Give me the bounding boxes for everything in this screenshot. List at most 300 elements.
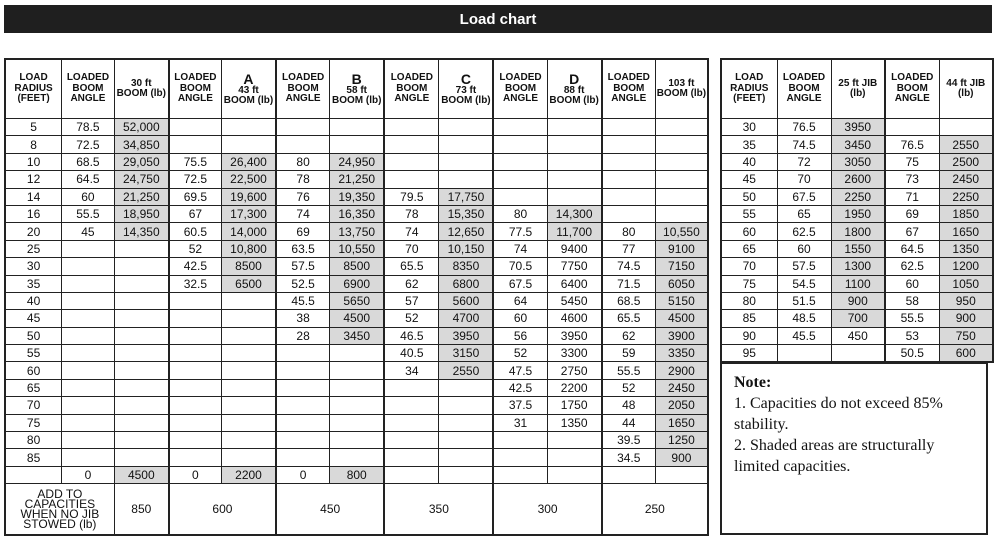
footer-value: 850 xyxy=(114,484,169,536)
table-cell: 45 xyxy=(5,310,62,327)
table-cell: 8350 xyxy=(439,258,494,275)
table-cell: 70 xyxy=(5,397,62,414)
table-cell: 6050 xyxy=(655,275,708,292)
table-cell xyxy=(384,379,439,396)
table-row xyxy=(721,119,993,136)
table-cell xyxy=(62,397,115,414)
jib-header-text-4: 44 ft JIB (lb) xyxy=(946,77,986,99)
table-cell xyxy=(169,310,222,327)
main-header-2 xyxy=(114,59,169,119)
table-cell: 60.5 xyxy=(169,223,222,240)
table-cell: 71.5 xyxy=(602,275,656,292)
table-cell: 35 xyxy=(721,136,777,153)
main-header-10 xyxy=(547,59,602,119)
table-cell: 2500 xyxy=(939,153,993,170)
table-cell: 7150 xyxy=(655,258,708,275)
table-cell: 38 xyxy=(276,310,330,327)
table-cell: 30 xyxy=(721,119,777,136)
table-cell: 57 xyxy=(384,292,439,309)
main-header-text-9: LOADED BOOM ANGLE xyxy=(499,72,542,105)
jib-header-2 xyxy=(831,59,885,119)
table-cell: 60 xyxy=(721,223,777,240)
table-cell xyxy=(547,119,602,136)
table-cell: 37.5 xyxy=(493,397,547,414)
footer-value: 600 xyxy=(169,484,276,536)
table-cell xyxy=(493,171,547,188)
table-cell: 69 xyxy=(276,223,330,240)
table-cell xyxy=(439,466,494,483)
table-cell: 45.5 xyxy=(276,292,330,309)
table-cell xyxy=(62,258,115,275)
table-cell: 55.5 xyxy=(602,362,656,379)
table-cell: 2250 xyxy=(939,188,993,205)
main-header-1 xyxy=(62,59,115,119)
main-header-text-0: LOAD RADIUS (FEET) xyxy=(14,72,53,105)
table-cell: 3950 xyxy=(439,327,494,344)
table-cell: 1750 xyxy=(547,397,602,414)
table-cell xyxy=(221,432,276,449)
jib-header-0 xyxy=(721,59,777,119)
table-cell: 65 xyxy=(721,240,777,257)
table-cell: 6900 xyxy=(330,275,385,292)
main-header-letter-6: B xyxy=(351,70,362,87)
main-header-12 xyxy=(655,59,708,119)
table-cell: 45 xyxy=(62,223,115,240)
table-cell: 1250 xyxy=(655,432,708,449)
table-cell: 76.5 xyxy=(777,119,831,136)
table-row xyxy=(5,240,708,257)
table-cell: 14,300 xyxy=(547,205,602,222)
table-row xyxy=(721,327,993,344)
table-cell: 74.5 xyxy=(777,136,831,153)
main-header-9 xyxy=(493,59,547,119)
table-cell: 1050 xyxy=(939,275,993,292)
table-cell: 71 xyxy=(885,188,939,205)
table-cell xyxy=(655,136,708,153)
table-cell: 900 xyxy=(939,310,993,327)
table-cell: 1200 xyxy=(939,258,993,275)
table-cell xyxy=(169,414,222,431)
table-row xyxy=(5,397,708,414)
table-cell xyxy=(114,327,169,344)
table-cell: 55 xyxy=(5,345,62,362)
table-cell: 24,950 xyxy=(330,153,385,170)
table-cell: 76 xyxy=(276,188,330,205)
table-cell xyxy=(602,136,656,153)
table-cell: 28 xyxy=(276,327,330,344)
note-line-1: 1. Capacities do not exceed 85% stability. xyxy=(734,395,943,433)
table-cell xyxy=(62,292,115,309)
table-cell xyxy=(493,119,547,136)
table-cell xyxy=(384,171,439,188)
table-cell xyxy=(221,362,276,379)
table-cell: 3900 xyxy=(655,327,708,344)
table-cell: 55.5 xyxy=(885,310,939,327)
table-cell xyxy=(330,345,385,362)
table-cell xyxy=(114,345,169,362)
table-cell xyxy=(439,153,494,170)
table-cell xyxy=(169,379,222,396)
table-cell: 0 xyxy=(169,466,222,483)
table-cell xyxy=(439,119,494,136)
table-cell xyxy=(5,466,62,483)
table-cell xyxy=(493,432,547,449)
table-cell: 68.5 xyxy=(602,292,656,309)
table-cell xyxy=(384,432,439,449)
table-cell: 40 xyxy=(5,292,62,309)
table-cell: 52 xyxy=(384,310,439,327)
jib-header-4 xyxy=(939,59,993,119)
footer-label: ADD TO CAPACITIES WHEN NO JIB STOWED (lb) xyxy=(5,484,114,536)
table-cell: 62.5 xyxy=(885,258,939,275)
table-cell xyxy=(114,432,169,449)
table-cell: 80 xyxy=(5,432,62,449)
table-cell: 63.5 xyxy=(276,240,330,257)
table-cell: 950 xyxy=(939,292,993,309)
table-cell: 42.5 xyxy=(493,379,547,396)
table-cell: 70.5 xyxy=(493,258,547,275)
table-cell: 4500 xyxy=(114,466,169,483)
table-cell: 700 xyxy=(831,310,885,327)
table-cell: 64.5 xyxy=(885,240,939,257)
table-cell xyxy=(384,449,439,466)
table-cell: 17,750 xyxy=(439,188,494,205)
table-cell: 2450 xyxy=(655,379,708,396)
table-row xyxy=(5,292,708,309)
table-cell xyxy=(221,397,276,414)
table-cell: 46.5 xyxy=(384,327,439,344)
main-header-text-3: LOADED BOOM ANGLE xyxy=(174,72,217,105)
table-row xyxy=(5,466,708,483)
table-row xyxy=(5,275,708,292)
table-row xyxy=(5,188,708,205)
main-header-3 xyxy=(169,59,222,119)
table-cell xyxy=(602,188,656,205)
table-row xyxy=(721,240,993,257)
table-cell xyxy=(169,449,222,466)
table-cell xyxy=(547,188,602,205)
table-cell: 62 xyxy=(384,275,439,292)
table-cell xyxy=(221,292,276,309)
table-cell: 5150 xyxy=(655,292,708,309)
table-cell: 68.5 xyxy=(62,153,115,170)
table-cell xyxy=(330,432,385,449)
table-cell: 74 xyxy=(384,223,439,240)
table-cell: 8500 xyxy=(221,258,276,275)
table-cell xyxy=(547,432,602,449)
table-cell xyxy=(114,397,169,414)
table-cell xyxy=(114,449,169,466)
table-cell: 3350 xyxy=(655,345,708,362)
table-cell xyxy=(62,310,115,327)
table-cell xyxy=(330,397,385,414)
table-cell xyxy=(221,449,276,466)
table-cell xyxy=(221,379,276,396)
table-cell: 1350 xyxy=(547,414,602,431)
footer-value: 350 xyxy=(384,484,493,536)
table-cell: 1650 xyxy=(655,414,708,431)
table-cell xyxy=(493,136,547,153)
main-header-8 xyxy=(439,59,494,119)
table-cell: 78 xyxy=(384,205,439,222)
table-row xyxy=(721,310,993,327)
table-cell: 4700 xyxy=(439,310,494,327)
table-cell: 60 xyxy=(62,188,115,205)
table-cell: 65.5 xyxy=(602,310,656,327)
table-cell: 1850 xyxy=(939,205,993,222)
main-header-text-12: 103 ft BOOM (lb) xyxy=(656,77,707,99)
main-header-text-10: 88 ft BOOM (lb) xyxy=(549,84,599,106)
table-cell xyxy=(62,414,115,431)
table-cell: 74.5 xyxy=(602,258,656,275)
table-cell: 52,000 xyxy=(114,119,169,136)
table-row xyxy=(5,153,708,170)
table-cell: 90 xyxy=(721,327,777,344)
table-cell: 30 xyxy=(5,258,62,275)
table-cell: 67 xyxy=(885,223,939,240)
table-row xyxy=(5,362,708,379)
footer-value: 250 xyxy=(602,484,708,536)
table-cell xyxy=(439,136,494,153)
table-cell: 76.5 xyxy=(885,136,939,153)
table-cell: 14,350 xyxy=(114,223,169,240)
table-cell: 50.5 xyxy=(885,345,939,363)
table-cell xyxy=(547,136,602,153)
table-cell: 75 xyxy=(885,153,939,170)
footer-value: 450 xyxy=(276,484,384,536)
table-cell xyxy=(655,466,708,483)
table-cell xyxy=(169,345,222,362)
table-cell: 55.5 xyxy=(62,205,115,222)
main-header-text-11: LOADED BOOM ANGLE xyxy=(607,72,650,105)
table-cell: 10 xyxy=(5,153,62,170)
jib-header-3 xyxy=(885,59,939,119)
main-header-letter-10: D xyxy=(569,70,580,87)
table-cell xyxy=(655,153,708,170)
table-cell xyxy=(276,449,330,466)
table-cell: 44 xyxy=(602,414,656,431)
table-cell xyxy=(169,397,222,414)
jib-header-text-3: LOADED BOOM ANGLE xyxy=(891,72,934,105)
table-row xyxy=(5,449,708,466)
table-cell: 24,750 xyxy=(114,171,169,188)
table-cell: 5450 xyxy=(547,292,602,309)
main-header-letter-8: C xyxy=(460,70,471,87)
table-cell: 48 xyxy=(602,397,656,414)
table-cell xyxy=(330,119,385,136)
table-row xyxy=(721,136,993,153)
table-cell: 74 xyxy=(276,205,330,222)
table-cell xyxy=(384,153,439,170)
table-cell: 67 xyxy=(169,205,222,222)
table-row xyxy=(5,258,708,275)
main-header-5 xyxy=(276,59,330,119)
table-cell: 2600 xyxy=(831,171,885,188)
table-cell xyxy=(221,119,276,136)
table-cell xyxy=(655,119,708,136)
note-box xyxy=(720,363,988,535)
table-cell xyxy=(939,119,993,136)
table-row xyxy=(5,119,708,136)
table-cell: 6500 xyxy=(221,275,276,292)
table-cell xyxy=(547,171,602,188)
table-cell xyxy=(602,171,656,188)
table-cell xyxy=(62,240,115,257)
table-cell: 3450 xyxy=(831,136,885,153)
footer-value: 300 xyxy=(493,484,601,536)
table-cell: 57.5 xyxy=(777,258,831,275)
table-cell xyxy=(114,379,169,396)
table-cell: 1650 xyxy=(939,223,993,240)
table-cell: 9100 xyxy=(655,240,708,257)
table-cell: 22,500 xyxy=(221,171,276,188)
table-cell xyxy=(493,449,547,466)
table-row xyxy=(5,327,708,344)
table-cell xyxy=(221,345,276,362)
table-row xyxy=(721,153,993,170)
table-cell: 95 xyxy=(721,345,777,363)
table-cell xyxy=(384,414,439,431)
table-cell xyxy=(330,449,385,466)
table-cell: 48.5 xyxy=(777,310,831,327)
table-cell: 70 xyxy=(721,258,777,275)
table-cell: 2550 xyxy=(439,362,494,379)
main-header-text-7: LOADED BOOM ANGLE xyxy=(390,72,433,105)
table-cell: 10,800 xyxy=(221,240,276,257)
main-header-text-4: 43 ft BOOM (lb) xyxy=(223,84,274,106)
table-cell: 70 xyxy=(384,240,439,257)
table-cell xyxy=(439,449,494,466)
table-cell: 21,250 xyxy=(330,171,385,188)
table-cell xyxy=(831,345,885,363)
main-header-text-2: 30 ft BOOM (lb) xyxy=(116,77,166,99)
table-row xyxy=(721,205,993,222)
table-cell xyxy=(169,292,222,309)
table-cell: 10,550 xyxy=(655,223,708,240)
note-line-2: 2. Shaded areas are structurally limited capacities. xyxy=(734,437,935,475)
table-cell: 6400 xyxy=(547,275,602,292)
table-cell xyxy=(384,136,439,153)
table-cell xyxy=(62,432,115,449)
table-cell xyxy=(62,275,115,292)
table-cell: 4500 xyxy=(655,310,708,327)
main-header-11 xyxy=(602,59,656,119)
table-cell: 80 xyxy=(721,292,777,309)
table-cell: 16 xyxy=(5,205,62,222)
main-header-0 xyxy=(5,59,62,119)
table-row xyxy=(721,292,993,309)
table-cell xyxy=(62,327,115,344)
table-cell: 2550 xyxy=(939,136,993,153)
table-cell: 5650 xyxy=(330,292,385,309)
table-cell: 14 xyxy=(5,188,62,205)
table-cell: 3450 xyxy=(330,327,385,344)
table-cell: 16,350 xyxy=(330,205,385,222)
table-cell: 1950 xyxy=(831,205,885,222)
table-cell: 67.5 xyxy=(493,275,547,292)
table-cell xyxy=(276,432,330,449)
main-header-6 xyxy=(330,59,385,119)
table-cell: 45.5 xyxy=(777,327,831,344)
table-row xyxy=(721,223,993,240)
table-cell xyxy=(276,362,330,379)
table-cell: 8500 xyxy=(330,258,385,275)
table-cell xyxy=(655,205,708,222)
table-row xyxy=(5,310,708,327)
table-cell: 75 xyxy=(721,275,777,292)
table-cell: 25 xyxy=(5,240,62,257)
table-cell xyxy=(221,327,276,344)
table-cell: 56 xyxy=(493,327,547,344)
jib-header-text-2: 25 ft JIB (lb) xyxy=(838,77,878,99)
main-header-text-1: LOADED BOOM ANGLE xyxy=(66,72,110,105)
table-cell xyxy=(602,466,656,483)
table-cell xyxy=(169,327,222,344)
table-cell: 1100 xyxy=(831,275,885,292)
table-row xyxy=(5,171,708,188)
table-row xyxy=(5,223,708,240)
table-row xyxy=(721,188,993,205)
table-cell xyxy=(439,171,494,188)
table-cell: 29,050 xyxy=(114,153,169,170)
table-cell: 72.5 xyxy=(62,136,115,153)
table-cell xyxy=(547,153,602,170)
table-cell: 69 xyxy=(885,205,939,222)
table-cell xyxy=(114,240,169,257)
table-cell: 80 xyxy=(602,223,656,240)
table-cell: 55 xyxy=(721,205,777,222)
boom-load-table xyxy=(4,58,709,536)
table-cell: 73 xyxy=(885,171,939,188)
main-header-text-8: 73 ft BOOM (lb) xyxy=(441,84,491,106)
table-cell: 72.5 xyxy=(169,171,222,188)
table-cell: 79.5 xyxy=(384,188,439,205)
table-cell xyxy=(330,362,385,379)
table-cell: 2450 xyxy=(939,171,993,188)
main-header-4 xyxy=(221,59,276,119)
table-cell xyxy=(602,153,656,170)
table-cell: 72 xyxy=(777,153,831,170)
table-cell: 15,350 xyxy=(439,205,494,222)
table-cell xyxy=(62,449,115,466)
main-header-text-6: 58 ft BOOM (lb) xyxy=(331,84,382,106)
table-cell xyxy=(493,153,547,170)
table-row xyxy=(721,171,993,188)
table-cell xyxy=(62,345,115,362)
table-cell xyxy=(221,136,276,153)
table-cell: 60 xyxy=(493,310,547,327)
table-cell: 78.5 xyxy=(62,119,115,136)
table-cell xyxy=(276,397,330,414)
table-cell: 77 xyxy=(602,240,656,257)
table-cell: 52 xyxy=(493,345,547,362)
table-cell xyxy=(777,345,831,363)
table-cell xyxy=(885,119,939,136)
table-row xyxy=(721,258,993,275)
table-cell xyxy=(493,188,547,205)
table-cell: 2200 xyxy=(547,379,602,396)
table-cell xyxy=(114,292,169,309)
table-cell: 70 xyxy=(777,171,831,188)
table-cell: 59 xyxy=(602,345,656,362)
table-cell: 57.5 xyxy=(276,258,330,275)
table-cell: 77.5 xyxy=(493,223,547,240)
table-cell: 7750 xyxy=(547,258,602,275)
chart-title: Load chart xyxy=(4,5,992,33)
table-cell xyxy=(169,119,222,136)
jib-header-text-1: LOADED BOOM ANGLE xyxy=(782,72,826,105)
table-cell: 9400 xyxy=(547,240,602,257)
